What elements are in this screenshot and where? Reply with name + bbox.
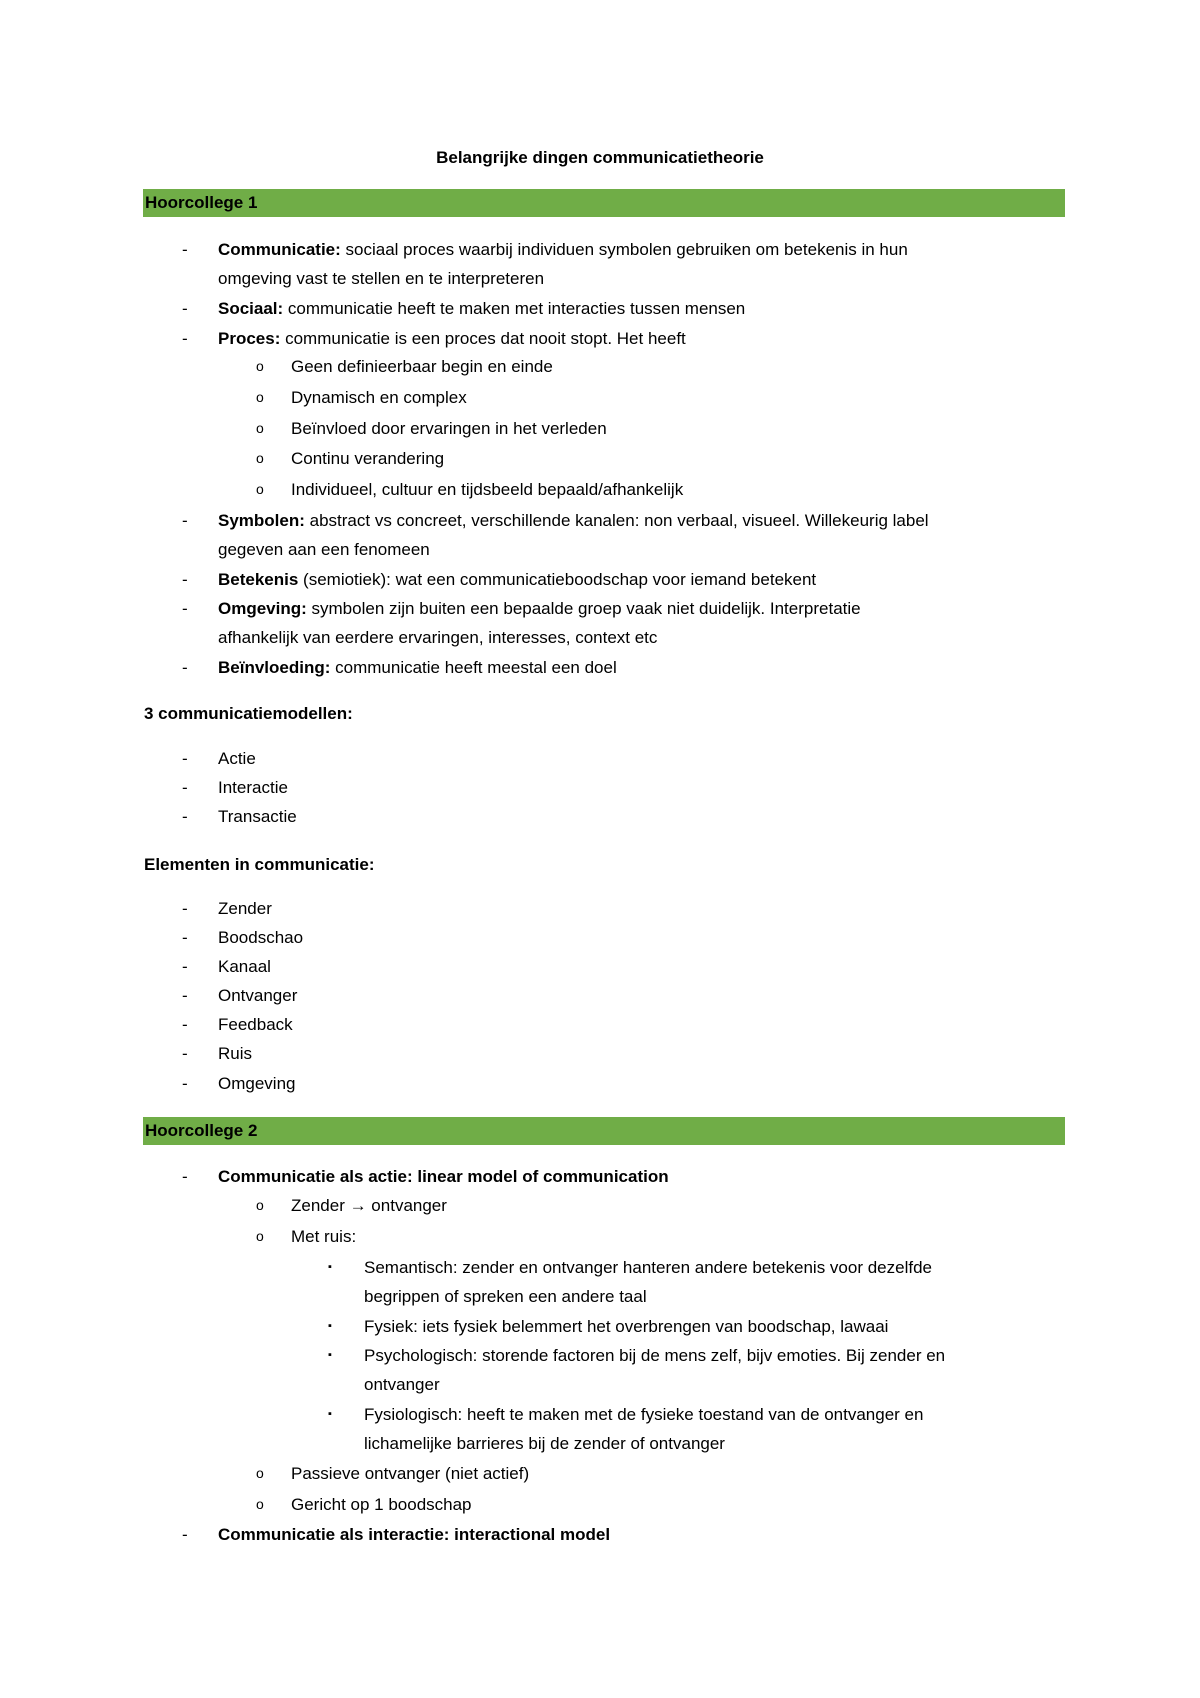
list-item-text: Omgeving bbox=[218, 1074, 296, 1093]
sub-list-item-text: Gericht op 1 boodschap bbox=[291, 1495, 472, 1514]
circle-bullet: o bbox=[256, 420, 264, 436]
dash-bullet: - bbox=[182, 807, 188, 826]
definition: (semiotiek): wat een communicatieboodschap voor iemand betekent bbox=[298, 570, 817, 589]
square-bullet: ▪ bbox=[328, 1349, 332, 1361]
list-item-text: Transactie bbox=[218, 807, 297, 826]
list-item-text bbox=[218, 1520, 610, 1549]
sub-list-item-text: Beïnvloed door ervaringen in het verleden bbox=[291, 419, 607, 438]
list-item bbox=[0, 294, 1200, 323]
document-title: Belangrijke dingen communicatietheorie bbox=[436, 148, 764, 167]
list-item bbox=[0, 1010, 1200, 1039]
definition: communicatie is een proces dat nooit stopt. Het heeft bbox=[280, 329, 686, 348]
sub-list-item bbox=[0, 383, 1200, 412]
list-item-text bbox=[218, 324, 686, 353]
list-item bbox=[0, 1069, 1200, 1098]
dash-bullet: - bbox=[182, 240, 188, 259]
sub-list-item-text: Continu verandering bbox=[291, 449, 445, 468]
list-item-text: Interactie bbox=[218, 778, 288, 797]
list-item bbox=[0, 324, 1200, 353]
dash-bullet: - bbox=[182, 1015, 188, 1034]
circle-bullet: o bbox=[256, 358, 264, 374]
sub-list-item bbox=[0, 414, 1200, 443]
square-bullet: ▪ bbox=[328, 1261, 332, 1273]
list-item-text: Feedback bbox=[218, 1015, 293, 1034]
list-item bbox=[0, 981, 1200, 1010]
sub-sub-list-item bbox=[0, 1341, 1200, 1370]
list-item bbox=[0, 1520, 1200, 1549]
definition: abstract vs concreet, verschillende kanalen: non verbaal, visueel. Willekeurig label bbox=[304, 511, 929, 530]
dash-bullet: - bbox=[182, 1525, 188, 1544]
list-item-text bbox=[218, 565, 816, 594]
list-item-continuation: begrippen of spreken een andere taal bbox=[364, 1287, 647, 1306]
circle-bullet: o bbox=[256, 389, 264, 405]
dash-bullet: - bbox=[182, 511, 188, 530]
dash-bullet: - bbox=[182, 749, 188, 768]
term: Proces: bbox=[218, 329, 281, 348]
sub-list-item-text: Dynamisch en complex bbox=[291, 388, 467, 407]
list-item-text bbox=[218, 1162, 669, 1191]
definition: communicatie heeft te maken met interacties tussen mensen bbox=[283, 299, 746, 318]
list-item bbox=[0, 506, 1200, 535]
term: Sociaal: bbox=[218, 299, 284, 318]
list-item-text: Ruis bbox=[218, 1044, 253, 1063]
dash-bullet: - bbox=[182, 1167, 188, 1186]
term: Symbolen: bbox=[218, 511, 305, 530]
dash-bullet: - bbox=[182, 599, 188, 618]
sub-list-item bbox=[0, 475, 1200, 504]
dash-bullet: - bbox=[182, 899, 188, 918]
dash-bullet: - bbox=[182, 957, 188, 976]
list-item bbox=[0, 744, 1200, 773]
circle-bullet: o bbox=[256, 450, 264, 466]
dash-bullet: - bbox=[182, 658, 188, 677]
list-item bbox=[0, 923, 1200, 952]
sub-sub-list-item-text: Fysiek: iets fysiek belemmert het overbrengen van boodschap, lawaai bbox=[364, 1317, 889, 1336]
dash-bullet: - bbox=[182, 928, 188, 947]
list-item bbox=[0, 653, 1200, 682]
square-bullet: ▪ bbox=[328, 1320, 332, 1332]
sub-list-item-text: Individueel, cultuur en tijdsbeeld bepaald/afhankelijk bbox=[291, 480, 684, 499]
list-item-continuation: gegeven aan een fenomeen bbox=[218, 540, 430, 559]
definition: communicatie heeft meestal een doel bbox=[330, 658, 617, 677]
circle-bullet: o bbox=[256, 1228, 264, 1244]
dash-bullet: - bbox=[182, 778, 188, 797]
dash-bullet: - bbox=[182, 1044, 188, 1063]
circle-bullet: o bbox=[256, 1465, 264, 1481]
term: Omgeving: bbox=[218, 599, 307, 618]
definition: symbolen zijn buiten een bepaalde groep vaak niet duidelijk. Interpretatie bbox=[306, 599, 861, 618]
definition: sociaal proces waarbij individuen symbolen gebruiken om betekenis in hun bbox=[340, 240, 908, 259]
elements-heading: Elementen in communicatie: bbox=[144, 855, 375, 874]
list-item bbox=[0, 565, 1200, 594]
list-item bbox=[0, 952, 1200, 981]
list-item-text bbox=[218, 506, 929, 535]
dash-bullet: - bbox=[182, 1074, 188, 1093]
sub-list-item bbox=[0, 1222, 1200, 1251]
sub-list-item bbox=[0, 352, 1200, 381]
section-header-hoorcollege-2: Hoorcollege 2 bbox=[143, 1117, 1065, 1145]
list-item bbox=[0, 894, 1200, 923]
list-item-continuation: omgeving vast te stellen en te interpreteren bbox=[218, 269, 545, 288]
list-item-text: Ontvanger bbox=[218, 986, 298, 1005]
sub-list-item-text: Met ruis: bbox=[291, 1227, 357, 1246]
circle-bullet: o bbox=[256, 1496, 264, 1512]
bold-item: Communicatie als interactie: interactional model bbox=[218, 1525, 611, 1544]
circle-bullet: o bbox=[256, 481, 264, 497]
sub-list-item bbox=[0, 1490, 1200, 1519]
dash-bullet: - bbox=[182, 986, 188, 1005]
list-item-continuation: afhankelijk van eerdere ervaringen, interesses, context etc bbox=[218, 628, 658, 647]
term: Communicatie: bbox=[218, 240, 341, 259]
term: Beïnvloeding: bbox=[218, 658, 331, 677]
sub-sub-list-item-text: Psychologisch: storende factoren bij de mens zelf, bijv emoties. Bij zender en bbox=[364, 1346, 946, 1365]
bold-item: Communicatie als actie: linear model of communication bbox=[218, 1167, 669, 1186]
list-item-text: Boodschao bbox=[218, 928, 304, 947]
models-heading: 3 communicatiemodellen: bbox=[144, 704, 353, 723]
circle-bullet: o bbox=[256, 1197, 264, 1213]
list-item-text bbox=[218, 653, 617, 682]
dash-bullet: - bbox=[182, 329, 188, 348]
sub-list-item-text: Geen definieerbaar begin en einde bbox=[291, 357, 553, 376]
list-item-text bbox=[218, 294, 745, 323]
list-item bbox=[0, 1039, 1200, 1068]
list-item-text: Kanaal bbox=[218, 957, 271, 976]
sub-list-item-text: Passieve ontvanger (niet actief) bbox=[291, 1464, 530, 1483]
list-item-text: Zender bbox=[218, 899, 272, 918]
list-item bbox=[0, 235, 1200, 264]
sub-list-item bbox=[0, 1459, 1200, 1488]
sub-sub-list-item bbox=[0, 1253, 1200, 1282]
sub-sub-list-item bbox=[0, 1312, 1200, 1341]
sub-list-item-text: Zender → ontvanger bbox=[291, 1196, 447, 1215]
list-item bbox=[0, 1162, 1200, 1191]
list-item-text bbox=[218, 594, 861, 623]
section-header-hoorcollege-1: Hoorcollege 1 bbox=[143, 189, 1065, 217]
list-item bbox=[0, 773, 1200, 802]
list-item bbox=[0, 594, 1200, 623]
list-item-continuation: ontvanger bbox=[364, 1375, 440, 1394]
term: Betekenis bbox=[218, 570, 299, 589]
square-bullet: ▪ bbox=[328, 1408, 332, 1420]
sub-sub-list-item bbox=[0, 1400, 1200, 1429]
list-item-continuation: lichamelijke barrieres bij de zender of ontvanger bbox=[364, 1434, 725, 1453]
sub-list-item bbox=[0, 1191, 1200, 1220]
sub-sub-list-item-text: Semantisch: zender en ontvanger hanteren andere betekenis voor dezelfde bbox=[364, 1258, 932, 1277]
dash-bullet: - bbox=[182, 570, 188, 589]
list-item bbox=[0, 802, 1200, 831]
dash-bullet: - bbox=[182, 299, 188, 318]
sub-sub-list-item-text: Fysiologisch: heeft te maken met de fysieke toestand van de ontvanger en bbox=[364, 1405, 924, 1424]
sub-list-item bbox=[0, 444, 1200, 473]
list-item-text bbox=[218, 235, 908, 264]
list-item-text: Actie bbox=[218, 749, 256, 768]
